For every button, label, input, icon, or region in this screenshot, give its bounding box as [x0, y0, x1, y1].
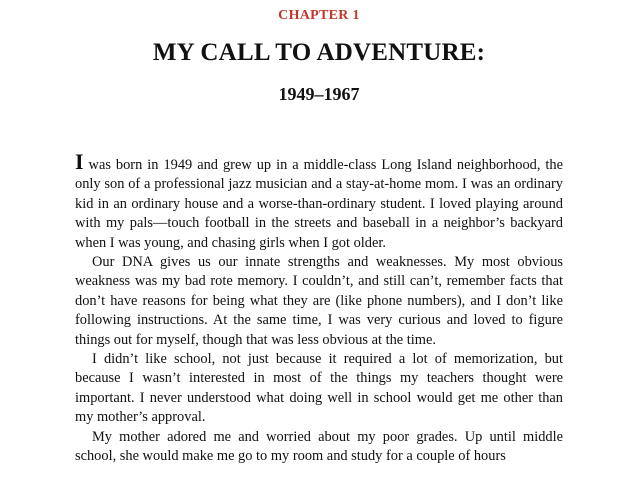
paragraph-4: My mother adored me and worried about my poor grades. Up until middle school, she would make me go to my room and study for a couple of hours	[75, 428, 563, 465]
chapter-body	[75, 149, 563, 467]
chapter-years: 1949–1967	[278, 84, 360, 104]
paragraph-3: I didn’t like school, not just because it required a lot of memorization, but because I wasn’t interested in most of the things my teachers thought were important. I never understood what doing well in school would get me other than my mother’s approval.	[75, 351, 563, 426]
chapter-title: MY CALL TO ADVENTURE:	[152, 39, 486, 66]
chapter-label: CHAPTER 1	[278, 8, 360, 23]
drop-cap: I	[75, 149, 84, 174]
paragraph-2: Our DNA gives us our innate strengths and weaknesses. My most obvious weakness was my bad rote memory. I couldn’t, and still can’t, remember facts that don’t have reasons for being what they are (like phone numbers), and I don’t like following instructions. At the same time, I was very curious and loved to figure things out for myself, though that was less obvious at the time.	[75, 254, 563, 348]
paragraph-1-text: was born in 1949 and grew up in a middle-class Long Island neighborhood, the only son of a professional jazz musician and a stay-at-home mom. I was an ordinary kid in an ordinary house and a worse-than-ordinary student. I loved playing around with my pals—touch football in the streets and baseball in a neighbor’s backyard when I was young, and chasing girls when I got older.	[75, 157, 563, 251]
paragraph-1	[75, 149, 563, 253]
